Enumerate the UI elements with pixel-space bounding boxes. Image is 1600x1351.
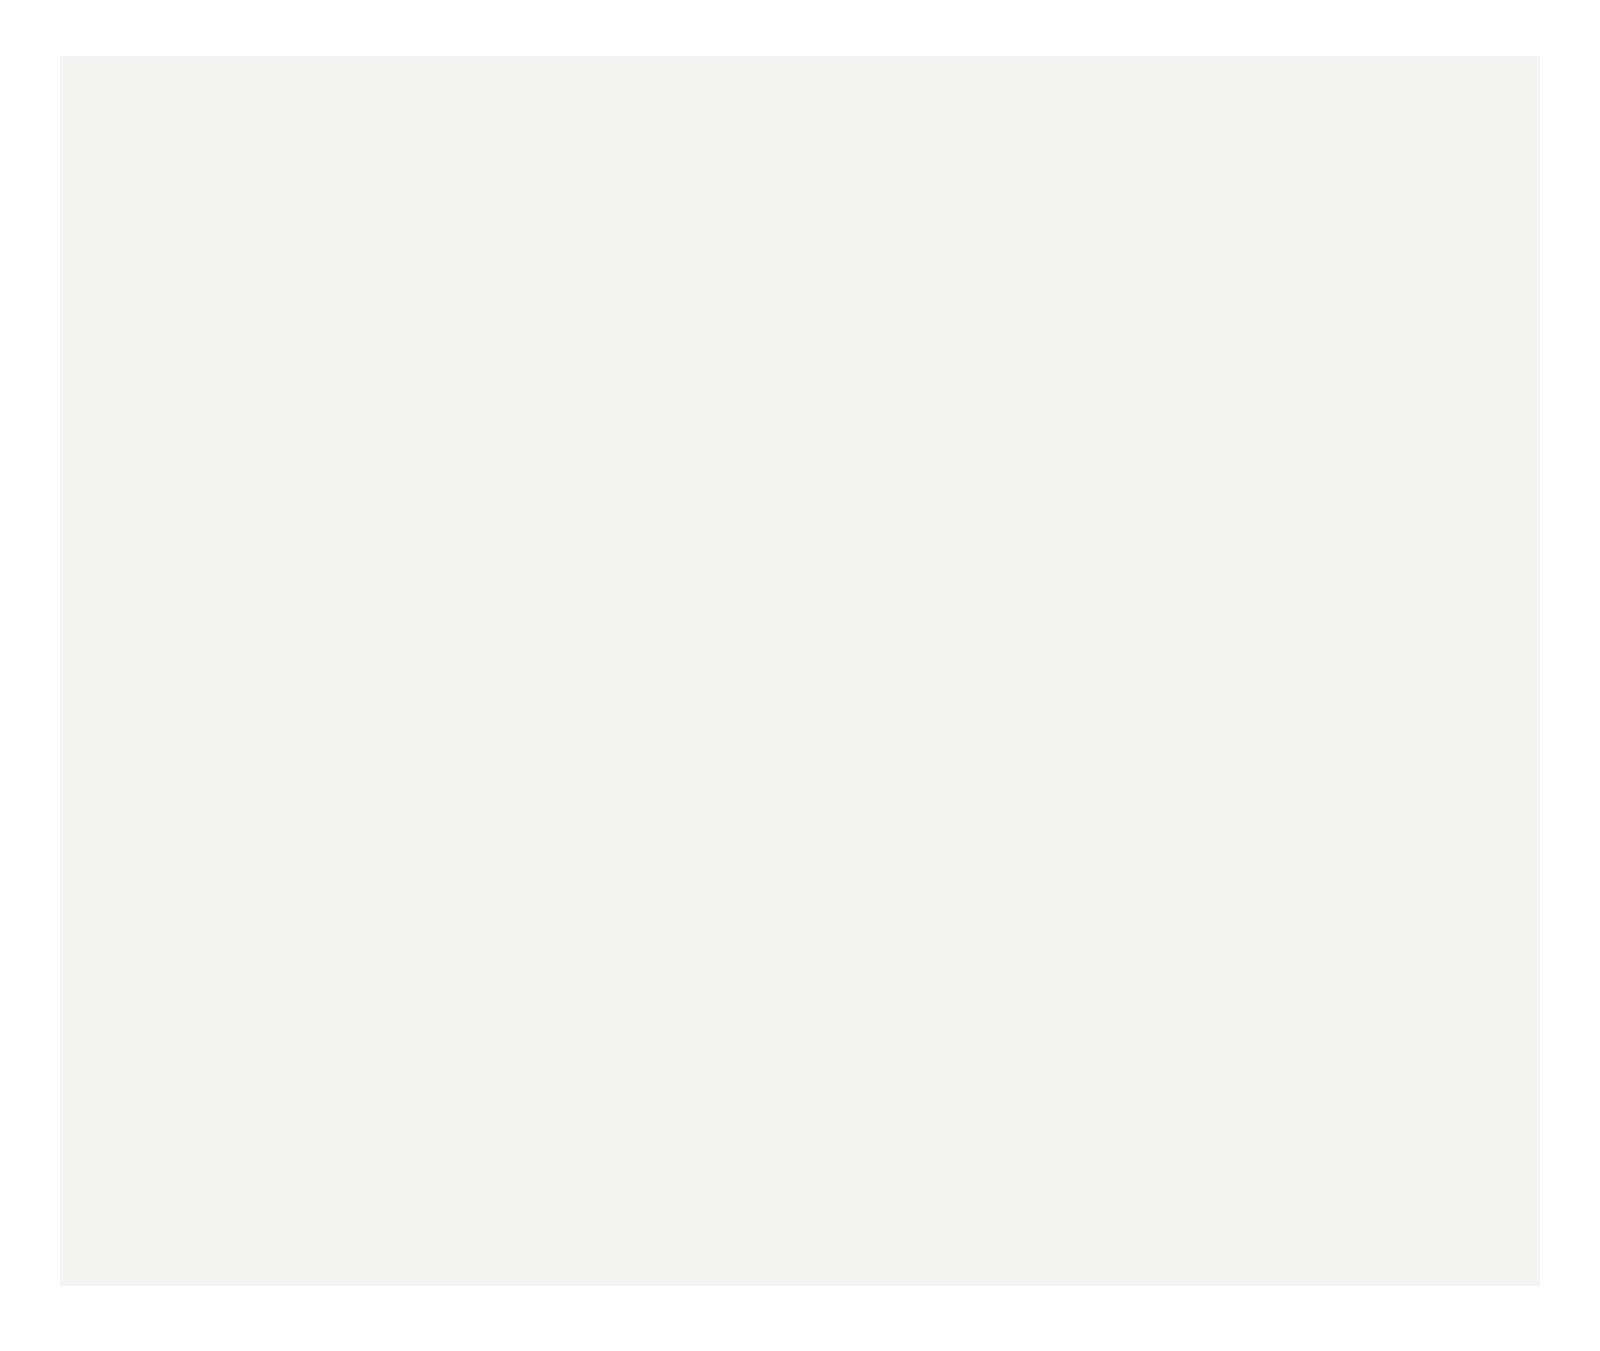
page-frame <box>60 56 1540 1286</box>
right-column <box>840 116 1500 1216</box>
left-column <box>180 116 840 1216</box>
